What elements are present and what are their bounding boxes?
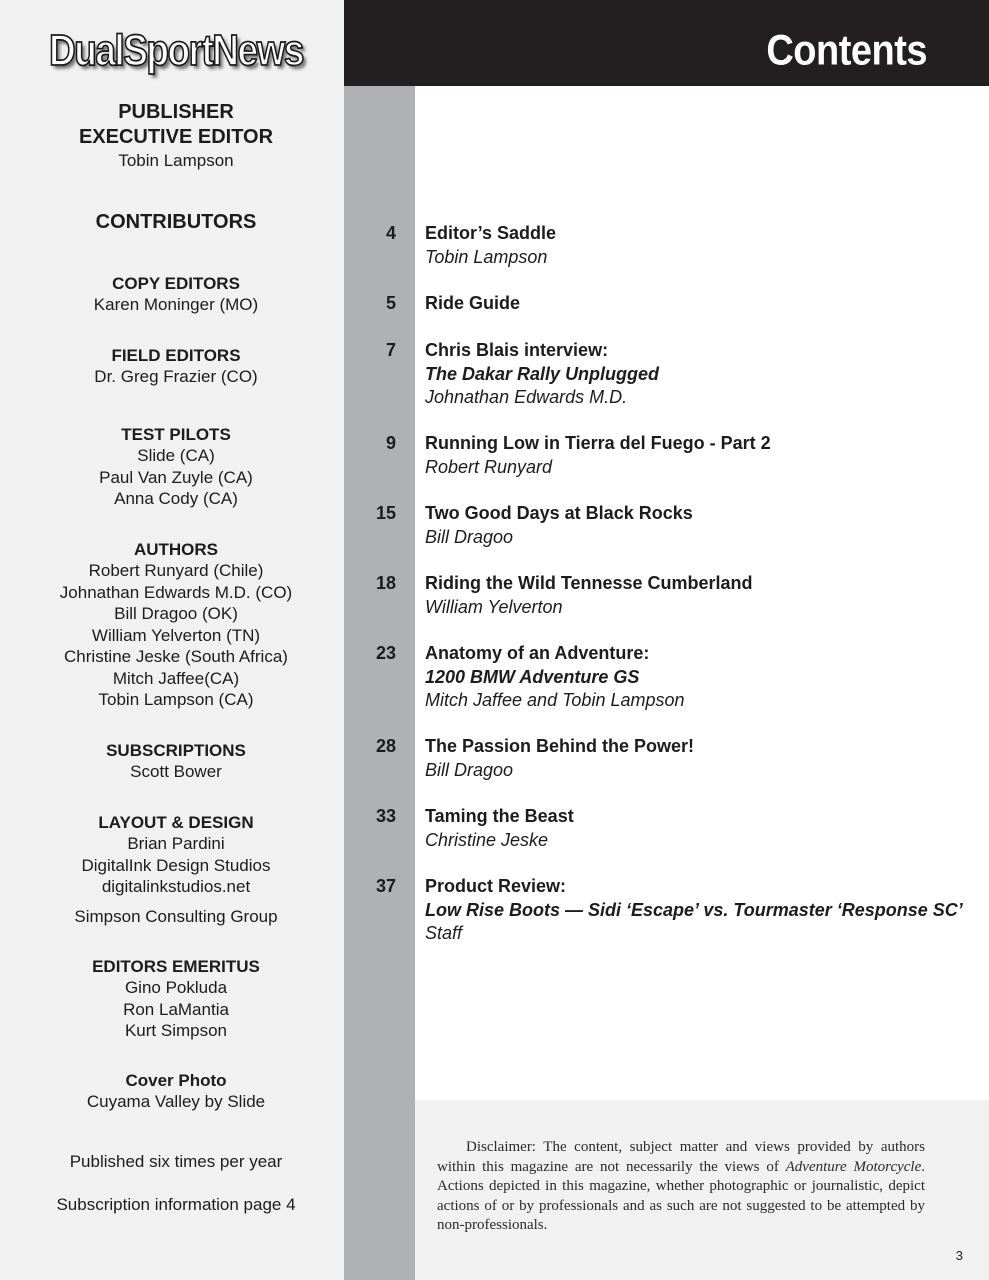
test-pilot-name: Anna Cody (CA) <box>114 489 238 508</box>
contents-title: Contents <box>766 27 927 75</box>
subscriptions-name: Scott Bower <box>130 762 222 781</box>
frequency-block <box>0 1151 352 1173</box>
toc-page-number: 15 <box>375 503 396 523</box>
contributors-heading-block <box>0 210 352 235</box>
toc-page-number: 23 <box>375 643 396 663</box>
cover-photo-label: Cover Photo <box>125 1071 227 1090</box>
toc-entry-body <box>425 805 985 852</box>
subscriptions-label: SUBSCRIPTIONS <box>106 741 246 760</box>
toc-title: Taming the Beast <box>425 806 574 826</box>
editor-emeritus-name: Kurt Simpson <box>124 1021 228 1040</box>
contents-header-bar <box>344 0 989 86</box>
publisher-name: Tobin Lampson <box>118 151 234 170</box>
toc-page-number: 9 <box>385 433 396 453</box>
test-pilots-label: TEST PILOTS <box>121 425 231 444</box>
toc-entry-body <box>425 432 985 479</box>
publication-frequency: Published six times per year <box>69 1152 283 1171</box>
toc-title: Running Low in Tierra del Fuego - Part 2 <box>425 433 771 453</box>
toc-subtitle: 1200 BMW Adventure GS <box>425 666 640 687</box>
field-editors-block <box>0 345 352 388</box>
toc-entry-body <box>425 339 985 410</box>
toc-title: Chris Blais interview: <box>425 340 609 360</box>
brand-logo: DualSportNews <box>49 26 303 75</box>
author-name: Robert Runyard (Chile) <box>88 561 264 580</box>
layout-design-label: LAYOUT & DESIGN <box>98 813 254 832</box>
test-pilot-name: Paul Van Zuyle (CA) <box>99 467 253 487</box>
toc-page-number: 37 <box>375 876 396 896</box>
disclaimer-text-after: . Actions depicted in this magazine, whether photographic or journalistic, depict actions of or by professionals and as such are not suggested to be attempted by non-professionals. <box>437 1158 926 1233</box>
consulting-name: Simpson Consulting Group <box>74 906 278 926</box>
author-name: Mitch Jaffee(CA) <box>112 668 240 688</box>
toc-entry-body <box>425 642 985 713</box>
test-pilots-block <box>0 424 352 510</box>
copy-editors-block <box>0 273 352 316</box>
toc-entry-body <box>425 222 985 269</box>
toc-title: Two Good Days at Black Rocks <box>425 503 693 523</box>
toc-entry-body <box>425 875 985 946</box>
toc-author: Johnathan Edwards M.D. <box>425 387 628 407</box>
toc-entry-body <box>425 572 985 619</box>
editor-emeritus-name: Gino Pokluda <box>124 978 228 997</box>
toc-author: Bill Dragoo <box>425 759 514 780</box>
authors-label: AUTHORS <box>133 540 219 559</box>
layout-design-name: DigitalInk Design Studios <box>81 855 271 875</box>
page-number: 3 <box>955 1248 963 1263</box>
editors-emeritus-label: EDITORS EMERITUS <box>92 957 260 976</box>
toc-page-number: 4 <box>385 223 396 243</box>
toc-title: Ride Guide <box>425 293 521 313</box>
author-name: Bill Dragoo (OK) <box>114 604 238 623</box>
toc-title: Riding the Wild Tennesse Cumberland <box>425 573 753 593</box>
layout-design-name: digitalinkstudios.net <box>101 877 251 896</box>
toc-entry-body <box>425 502 985 549</box>
disclaimer-publication: Adventure Motorcycle <box>785 1158 922 1175</box>
publisher-label: PUBLISHER <box>118 101 234 123</box>
cover-photo-block <box>0 1070 352 1113</box>
test-pilot-name: Slide (CA) <box>137 446 215 465</box>
toc-page-number: 5 <box>385 293 396 313</box>
cover-photo-credit: Cuyama Valley by Slide <box>86 1092 266 1111</box>
toc-page-number: 7 <box>385 340 396 360</box>
copy-editors-label: COPY EDITORS <box>112 274 240 293</box>
author-name: Johnathan Edwards M.D. (CO) <box>59 582 293 602</box>
authors-block <box>0 539 352 711</box>
toc-page-number: 28 <box>375 736 396 756</box>
page-number-strip <box>344 86 415 1280</box>
editor-emeritus-name: Ron LaMantia <box>123 999 229 1019</box>
toc-subtitle: Low Rise Boots — Sidi ‘Escape’ vs. Tourmaster ‘Response SC’ <box>425 899 963 920</box>
author-name: William Yelverton (TN) <box>91 625 261 645</box>
executive-editor-label: EXECUTIVE EDITOR <box>78 126 274 148</box>
copy-editor-name: Karen Moninger (MO) <box>93 295 259 314</box>
toc-title: Product Review: <box>425 876 567 896</box>
author-name: Tobin Lampson (CA) <box>98 690 254 709</box>
toc-title: Editor’s Saddle <box>425 223 557 243</box>
toc-author: Robert Runyard <box>425 456 553 477</box>
contributors-label: CONTRIBUTORS <box>95 211 257 233</box>
subscriptions-block <box>0 740 352 783</box>
field-editor-name: Dr. Greg Frazier (CO) <box>94 367 258 386</box>
toc-author: Mitch Jaffee and Tobin Lampson <box>425 690 685 710</box>
disclaimer-box <box>415 1100 989 1280</box>
toc-subtitle: The Dakar Rally Unplugged <box>425 363 660 384</box>
layout-design-block <box>0 812 352 927</box>
toc-title: Anatomy of an Adventure: <box>425 643 650 663</box>
toc-author: Tobin Lampson <box>425 246 548 267</box>
toc-author: Bill Dragoo <box>425 526 514 547</box>
toc-page-number: 18 <box>375 573 396 593</box>
editors-emeritus-block <box>0 956 352 1042</box>
toc-entry-body <box>425 735 985 782</box>
subscription-info: Subscription information page 4 <box>56 1195 296 1214</box>
toc-author: Staff <box>425 923 463 943</box>
publisher-block <box>0 100 352 172</box>
disclaimer-text-before: Disclaimer: The content, subject matter and views provided by authors within this magazine are not necessarily the views of <box>437 1139 925 1175</box>
toc-author: William Yelverton <box>425 596 563 617</box>
toc-entry-body <box>425 292 985 316</box>
field-editors-label: FIELD EDITORS <box>111 346 241 365</box>
toc-page-number: 33 <box>375 806 396 826</box>
toc-title: The Passion Behind the Power! <box>425 736 695 756</box>
toc-author: Christine Jeske <box>425 829 549 850</box>
subscription-info-block <box>0 1194 352 1216</box>
layout-design-name: Brian Pardini <box>127 834 225 853</box>
disclaimer-text <box>437 1138 925 1236</box>
author-name: Christine Jeske (South Africa) <box>64 647 288 666</box>
